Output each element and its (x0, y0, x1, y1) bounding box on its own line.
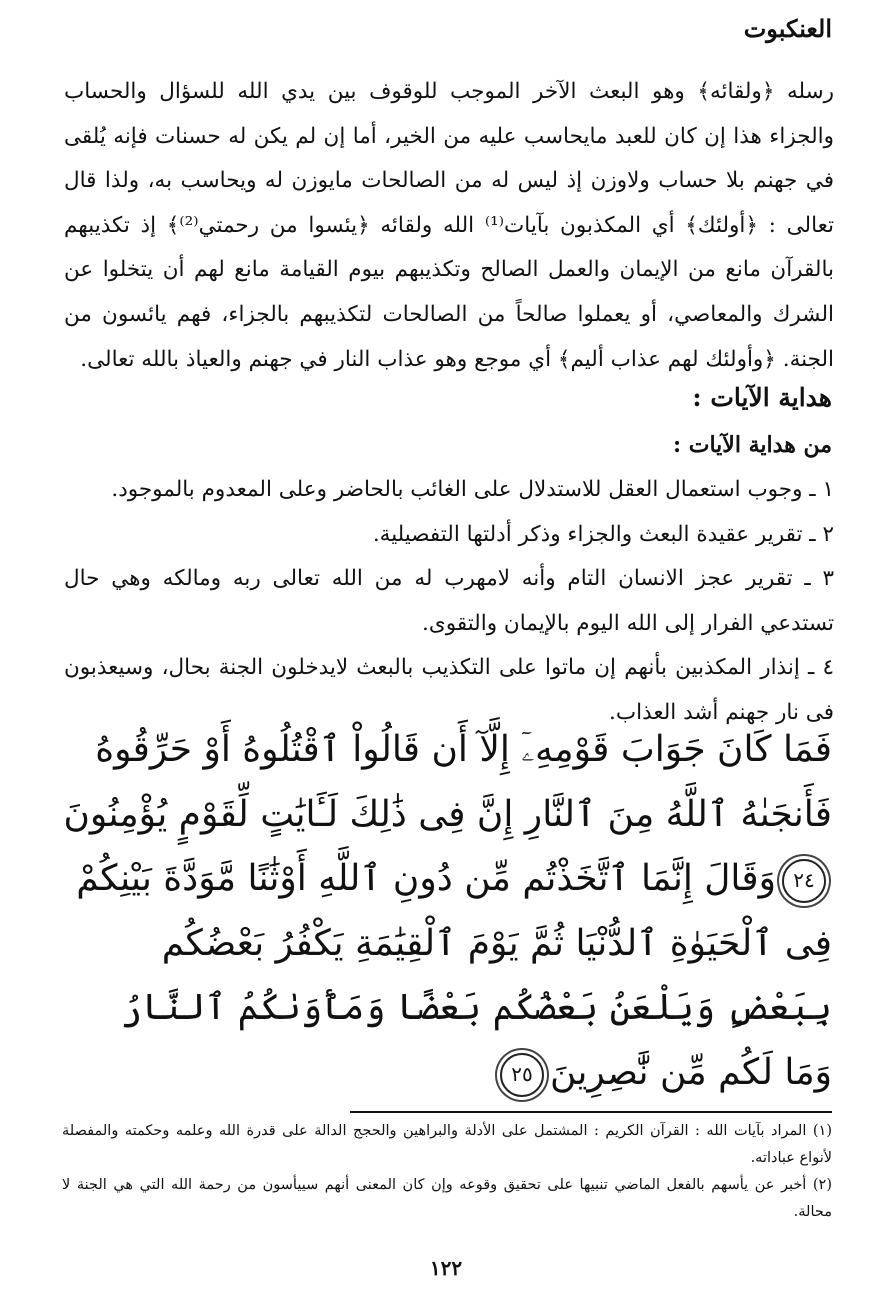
commentary-text (64, 70, 834, 382)
verse-line-6 (62, 1041, 832, 1106)
verse-line-1 (62, 718, 832, 783)
guidance-points (64, 468, 834, 736)
verse-line-3 (62, 847, 832, 912)
guidance-point-3: ٣ ـ تقرير عجز الانسان التام وأنه لامهرب له من الله تعالى ربه ومالكه وهي حال تستدعي الفرار إلى الله اليوم بالإيمان والتقوى. (64, 566, 834, 636)
verse-line-2-text: فَأَنجَىٰهُ ٱللَّهُ مِنَ ٱلنَّارِ إِنَّ فِى ذَٰلِكَ لَـَٔايَٰتٍ لِّقَوْمٍ يُؤْمِنُونَ (63, 793, 832, 835)
guidance-point-4: ٤ ـ إنذار المكذبين بأنهم إن ماتوا على التكذيب بالبعث لايدخلون الجنة بحال، وسيعذبون فى نار جهنم أشد العذاب. (64, 655, 834, 725)
footnote-2: (٢) أخبر عن يأسهم بالفعل الماضي تنبيها على تحقيق وقوعه وإن كان المعنى أنهم سييأسون من رحمة الله التي هي الجنة لا محالة. (62, 1177, 832, 1220)
verse-line-4 (62, 912, 832, 977)
footnote-1: (١) المراد بآيات الله : القرآن الكريم : المشتمل على الأدلة والبراهين والحجج الدالة على قدرة الله وعلمه وحكمته والمفصلة لأنواع عباداته. (62, 1123, 832, 1166)
verse-line-5 (62, 976, 832, 1041)
verse-line-5-text: بِبَعْضٍ وَيَلْعَنُ بَعْضُكُم بَعْضًا وَمَأْوَىٰكُمُ ٱلنَّارُ (120, 987, 832, 1028)
verse-line-6-text: وَمَا لَكُم مِّن نَّٰصِرِينَ (550, 1051, 832, 1093)
ayah-number-marker: ٢٤ (782, 859, 826, 903)
section-subtitle: من هداية الآيات : (672, 432, 832, 458)
quran-verses (62, 718, 832, 1105)
verse-line-3-text: وَقَالَ إِنَّمَا ٱتَّخَذْتُم مِّن دُونِ ٱللَّهِ أَوْثَٰنًا مَّوَدَّةَ بَيْنِكُمْ (76, 858, 776, 899)
verse-line-4-text: فِى ٱلْحَيَوٰةِ ٱلدُّنْيَا ثُمَّ يَوْمَ ٱلْقِيَٰمَةِ يَكْفُرُ بَعْضُكُم (161, 922, 832, 964)
surah-header: العنكبوت (743, 14, 832, 43)
guidance-point-2: ٢ ـ تقرير عقيدة البعث والجزاء وذكر أدلتها التفصيلية. (372, 521, 834, 547)
guidance-point-1: ١ ـ وجوب استعمال العقل للاستدلال على الغائب بالحاضر وعلى المعدوم بالموجود. (111, 477, 834, 502)
footnotes (62, 1118, 832, 1226)
verse-line-2 (62, 783, 832, 848)
footnote-divider (350, 1111, 832, 1113)
verse-line-1-text: فَمَا كَانَ جَوَابَ قَوْمِهِۦٓ إِلَّآ أَن قَالُواْ ٱقْتُلُوهُ أَوْ حَرِّقُوهُ (95, 729, 832, 770)
ayah-number-marker: ٢٥ (500, 1053, 544, 1097)
commentary-paragraph: رسله ﴿ولقائه﴾ وهو البعث الآخر الموجب للوقوف بين يدي الله للسؤال والحساب والجزاء هذا إن كان للعبد مايحاسب عليه من الخير، أما إن لم يكن له حسنات فإنه يُلقى في جهنم بلا حساب ولاوزن إذ ليس له من الصالحات مايوزن له ويحاسب به، ولذا قال تعالى : ﴿أولئك﴾ أي المكذبون بآيات⁽¹⁾ الله ولقائه ﴿يئسوا من رحمتي⁽²⁾﴾ إذ تكذيبهم بالقرآن مانع من الإيمان والعمل الصالح وتكذيبهم بيوم القيامة مانع لهم أن يتخلوا عن الشرك والمعاصي، أو يعملوا صالحاً من الصالحات لتكذيبهم بالجزاء، فهم يائسون من الجنة. ﴿وأولئك لهم عذاب أليم﴾ أي موجع وهو عذاب النار في جهنم والعياذ بالله تعالى. (64, 79, 834, 372)
page-number: ١٢٢ (429, 1256, 463, 1280)
section-title: هداية الآيات : (692, 383, 832, 412)
